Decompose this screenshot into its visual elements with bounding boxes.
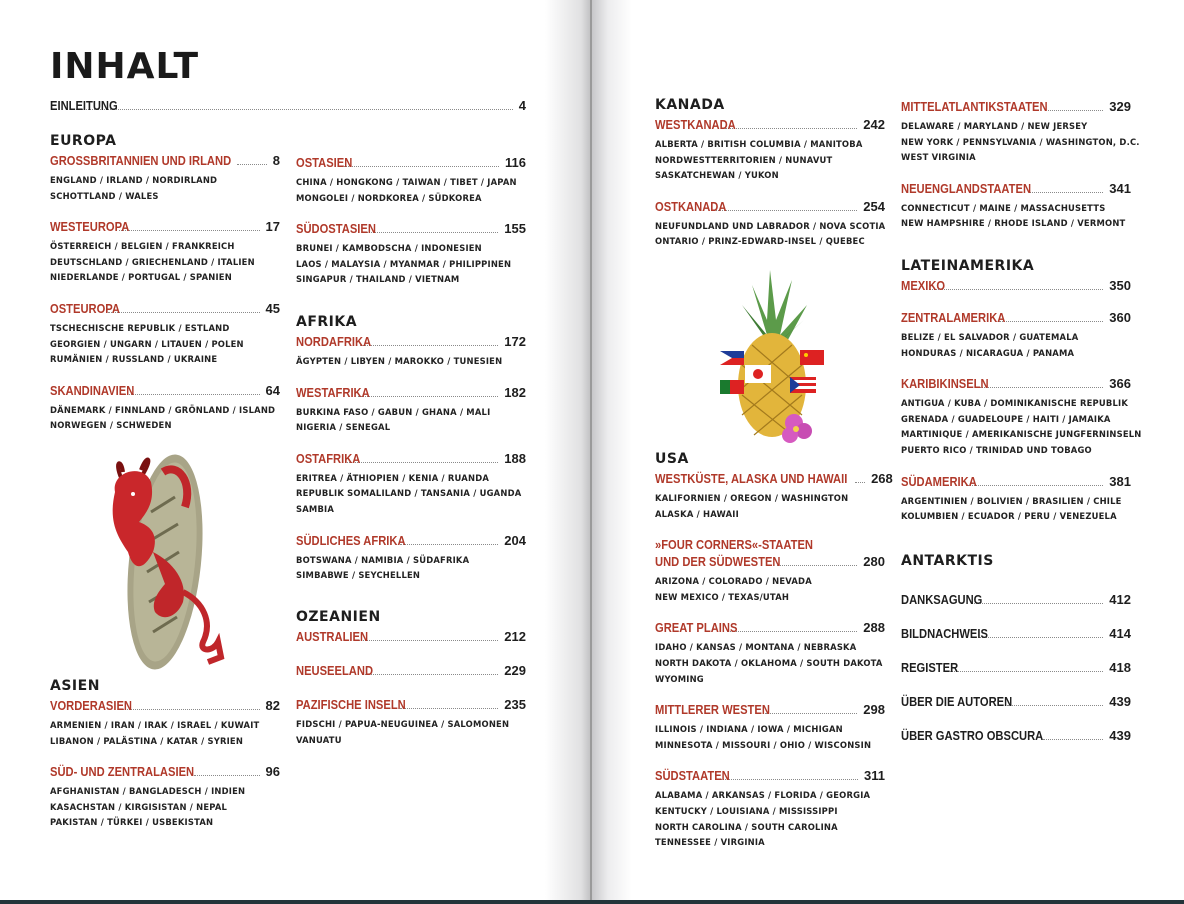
country-line: REPUBLIK SOMALILAND / TANSANIA / UGANDA [296, 488, 522, 499]
region-heading-lateinamerika: LATEINAMERIKA [901, 258, 1035, 274]
page-title: INHALT [50, 46, 200, 87]
entry-title: SÜDLICHES AFRIKA [296, 532, 406, 548]
country-line: CONNECTICUT / MAINE / MASSACHUSETTS [901, 202, 1106, 213]
toc-entry[interactable] [655, 536, 885, 605]
entry-head [50, 697, 280, 715]
region-heading-usa: USA [655, 451, 689, 467]
page-number: 4 [518, 98, 526, 113]
toc-entry[interactable] [50, 763, 280, 831]
country-list [901, 396, 1142, 458]
toc-entry[interactable] [50, 218, 280, 286]
region-heading-kanada: KANADA [655, 97, 725, 113]
toc-entry[interactable] [901, 659, 1131, 677]
dot-leader [358, 395, 498, 397]
page-number: 182 [504, 384, 526, 400]
toc-entry[interactable] [296, 696, 526, 748]
entry-title: EINLEITUNG [50, 98, 118, 113]
dot-leader [338, 165, 499, 167]
entry-head [50, 763, 280, 781]
country-line: KENTUCKY / LOUISIANA / MISSISSIPPI [655, 805, 838, 816]
country-line: SCHOTTLAND / WALES [50, 190, 159, 201]
toc-entry[interactable] [50, 300, 280, 368]
country-line: MARTINIQUE / AMERIKANISCHE JUNGFERNINSELN [901, 429, 1142, 440]
dot-leader [714, 209, 857, 211]
entry-head [901, 180, 1131, 198]
toc-entry[interactable] [655, 198, 885, 250]
page-number: 212 [504, 629, 526, 644]
country-line: WEST VIRGINIA [901, 152, 976, 163]
country-line: ARIZONA / COLORADO / NEVADA [655, 576, 812, 587]
toc-entry[interactable] [901, 473, 1131, 525]
entry-title: ZENTRALAMERIKA [901, 310, 1006, 325]
entry-title: MITTLERER WESTEN [655, 702, 770, 718]
dot-leader [122, 708, 260, 710]
country-line: NORTH CAROLINA / SOUTH CAROLINA [655, 821, 838, 832]
entry-title: GROSSBRITANNIEN UND IRLAND [50, 153, 232, 168]
entry-title: SÜDAMERIKA [901, 473, 977, 489]
country-line: ALABAMA / ARKANSAS / FLORIDA / GEORGIA [655, 790, 871, 801]
region-heading-antarktis: ANTARKTIS [901, 553, 994, 569]
country-line: DÄNEMARK / FINNLAND / GRÖNLAND / ISLAND [50, 404, 276, 415]
country-line: NEW YORK / PENNSYLVANIA / WASHINGTON, D.C. [901, 136, 1140, 147]
country-list [901, 119, 1140, 166]
entry-title: WESTAFRIKA [296, 384, 370, 400]
dot-leader [1043, 738, 1103, 740]
country-line: KOLUMBIEN / ECUADOR / PERU / VENEZUELA [901, 511, 1117, 522]
page-number: 235 [504, 697, 526, 712]
entry-head [901, 375, 1131, 393]
toc-entry[interactable] [50, 697, 280, 749]
entry-head [50, 300, 280, 318]
country-list [655, 722, 885, 753]
page-number: 204 [504, 532, 526, 548]
europa-entries [50, 152, 280, 434]
country-line: SAMBIA [296, 503, 335, 514]
dot-leader [360, 344, 499, 346]
gutter-shadow-left [545, 0, 590, 900]
usa-cont-entries [901, 98, 1140, 232]
country-line: DEUTSCHLAND / GRIECHENLAND / ITALIEN [50, 256, 255, 267]
entry-title: SÜDSTAATEN [655, 768, 730, 784]
pineapple-illustration [712, 265, 832, 445]
toc-entry[interactable] [296, 662, 526, 680]
left-column-2-afrika [296, 313, 526, 584]
entry-title-line-1: »FOUR CORNERS«-STAATEN [655, 537, 813, 553]
country-line: VANUATU [296, 734, 342, 745]
entry-title: SÜDOSTASIEN [296, 221, 376, 237]
entry-head [655, 767, 885, 785]
country-line: FIDSCHI / PAPUA-NEUGUINEA / SALOMONEN [296, 719, 510, 729]
entry-title: OSTKANADA [655, 198, 727, 214]
back-matter-entries [901, 591, 1131, 745]
entry-head [296, 154, 526, 172]
toc-entry[interactable] [655, 767, 885, 850]
toc-entry[interactable] [901, 591, 1131, 609]
country-line: IDAHO / KANSAS / MONTANA / NEBRASKA [655, 642, 857, 653]
country-list [901, 330, 1131, 361]
devil-icon [103, 452, 233, 672]
entry-title: AUSTRALIEN [296, 629, 369, 644]
toc-entry[interactable] [655, 116, 885, 184]
entry-title: PAZIFISCHE INSELN [296, 697, 406, 712]
country-line: ARMENIEN / IRAN / IRAK / ISRAEL / KUWAIT [50, 720, 260, 730]
entry-title: MITTELATLANTIKSTAATEN [901, 99, 1048, 114]
country-line: ILLINOIS / INDIANA / IOWA / MICHIGAN [655, 724, 843, 735]
right-column-2-antarktis [901, 552, 1131, 570]
entry-head [901, 277, 1131, 295]
country-list [655, 788, 885, 850]
country-list [296, 241, 526, 288]
dot-leader [400, 707, 498, 709]
country-line: CHINA / HONGKONG / TAIWAN / TIBET / JAPAN [296, 177, 517, 187]
dot-leader [400, 543, 499, 545]
country-line: ALBERTA / BRITISH COLUMBIA / MANITOBA [655, 139, 863, 149]
country-list [296, 354, 526, 370]
dot-leader [727, 630, 857, 632]
dot-leader [944, 670, 1103, 672]
country-line: ERITREA / ÄTHIOPIEN / KENIA / RUANDA [296, 472, 490, 483]
entry-head [901, 473, 1131, 491]
entry-head [655, 470, 893, 488]
country-list [296, 553, 526, 584]
region-heading-asien: ASIEN [50, 678, 100, 694]
left-column-1-asien [50, 677, 280, 831]
country-line: ÄGYPTEN / LIBYEN / MAROKKO / TUNESIEN [296, 356, 503, 366]
entry-title: MEXIKO [901, 278, 946, 293]
entry-head [655, 553, 885, 571]
country-line: ONTARIO / PRINZ-EDWARD-INSEL / QUEBEC [655, 236, 865, 247]
page-number: 188 [504, 450, 526, 466]
country-line: ANTIGUA / KUBA / DOMINIKANISCHE REPUBLIK [901, 398, 1129, 409]
country-list [901, 201, 1131, 232]
country-list [50, 403, 280, 434]
entry-head [296, 628, 526, 646]
dot-leader [108, 311, 260, 313]
right-column-1-usa [655, 450, 893, 851]
country-line: NIGERIA / SENEGAL [296, 422, 391, 433]
dot-leader [194, 774, 260, 776]
country-list [655, 640, 885, 687]
country-line: DELAWARE / MARYLAND / NEW JERSEY [901, 121, 1088, 131]
country-list [50, 321, 280, 368]
country-line: BELIZE / EL SALVADOR / GUATEMALA [901, 332, 1079, 342]
region-heading-afrika: AFRIKA [296, 314, 358, 330]
lateinamerika-entries [901, 277, 1142, 525]
entry-head [655, 701, 885, 719]
entry-head [655, 198, 885, 216]
country-list [50, 239, 280, 286]
entry-title: REGISTER [901, 660, 959, 675]
toc-entry[interactable] [50, 382, 280, 434]
dot-leader [777, 564, 857, 566]
entry-head [296, 662, 526, 680]
country-list [655, 491, 885, 522]
page-number: 366 [1109, 376, 1131, 392]
entry-title: WESTKÜSTE, ALASKA UND HAWAII [655, 471, 848, 486]
right-column-1 [655, 96, 885, 250]
dot-leader [725, 127, 857, 129]
country-list [50, 173, 280, 204]
country-line: SIMBABWE / SEYCHELLEN [296, 570, 421, 581]
page-number: 17 [265, 219, 280, 235]
toc-entry[interactable] [901, 309, 1131, 361]
usa-entries [655, 470, 893, 851]
country-line: LIBANON / PALÄSTINA / KATAR / SYRIEN [50, 735, 244, 746]
entry-title: NORDAFRIKA [296, 334, 372, 349]
country-line: NORDWESTTERRITORIEN / NUNAVUT [655, 154, 833, 165]
toc-entry[interactable] [296, 384, 526, 436]
entry-title: ÜBER DIE AUTOREN [901, 694, 1013, 709]
dot-leader [76, 108, 513, 110]
country-line: ENGLAND / IRLAND / NORDIRLAND [50, 175, 218, 185]
region-heading-europa: EUROPA [50, 133, 117, 149]
dot-leader [1007, 704, 1104, 706]
entry-title: GREAT PLAINS [655, 620, 738, 636]
page-number: 439 [1109, 728, 1131, 743]
page-number: 229 [504, 663, 526, 678]
kanada-entries [655, 116, 885, 250]
country-line: NEW MEXICO / TEXAS/UTAH [655, 591, 790, 602]
entry-title: WESTEUROPA [50, 219, 130, 235]
country-list [655, 219, 885, 250]
page-number: 381 [1109, 473, 1131, 489]
country-line: MONGOLEI / NORDKOREA / SÜDKOREA [296, 192, 482, 203]
entry-head [296, 333, 526, 351]
entry-title: VORDERASIEN [50, 698, 133, 713]
toc-entry[interactable] [296, 154, 526, 206]
entry-title: BILDNACHWEIS [901, 626, 988, 641]
page-number: 288 [863, 620, 885, 636]
country-line: GEORGIEN / UNGARN / LITAUEN / POLEN [50, 338, 244, 349]
page-number: 8 [272, 153, 280, 168]
gutter-shadow-right [592, 0, 632, 900]
dot-leader [1029, 191, 1104, 193]
page-number: 412 [1109, 592, 1131, 607]
dot-leader [1048, 109, 1103, 111]
page-number: 64 [265, 382, 280, 398]
country-line: PUERTO RICO / TRINIDAD UND TOBAGO [901, 444, 1092, 455]
entry-title: OSTEUROPA [50, 300, 120, 316]
country-line: HONDURAS / NICARAGUA / PANAMA [901, 347, 1075, 358]
entry-head [50, 382, 280, 400]
dot-leader [718, 778, 858, 780]
toc-entry[interactable] [901, 727, 1131, 745]
entry-title: DANKSAGUNG [901, 592, 983, 607]
left-column-2-ozeanien [296, 608, 526, 748]
country-line: AFGHANISTAN / BANGLADESCH / INDIEN [50, 786, 246, 797]
country-line: KASACHSTAN / KIRGISISTAN / NEPAL [50, 801, 228, 812]
entry-title: SÜD- UND ZENTRALASIEN [50, 764, 195, 780]
toc-entry[interactable] [901, 375, 1142, 458]
country-list [655, 574, 885, 605]
asien-entries [50, 697, 280, 831]
dot-leader [999, 320, 1104, 322]
country-list [296, 471, 526, 518]
dot-leader [972, 602, 1103, 604]
country-line: RUMÄNIEN / RUSSLAND / UKRAINE [50, 354, 218, 365]
country-line: NORTH DAKOTA / OKLAHOMA / SOUTH DAKOTA [655, 657, 883, 668]
toc-entry[interactable] [655, 470, 893, 522]
country-line: GRENADA / GUADELOUPE / HAITI / JAMAIKA [901, 413, 1111, 424]
page-number: 298 [863, 702, 885, 718]
entry-head [296, 532, 526, 550]
dot-leader [365, 231, 498, 233]
devil-baguette-illustration [103, 452, 233, 672]
page-number: 439 [1109, 694, 1131, 709]
toc-entry[interactable] [901, 98, 1140, 166]
country-line: NIEDERLANDE / PORTUGAL / SPANIEN [50, 272, 232, 283]
entry-title: NEUENGLANDSTAATEN [901, 180, 1032, 196]
dot-leader [979, 386, 1103, 388]
entry-title: KARIBIKINSELN [901, 376, 989, 392]
dot-leader [855, 481, 865, 483]
country-line: LAOS / MALAYSIA / MYANMAR / PHILIPPINEN [296, 258, 512, 269]
dot-leader [124, 393, 259, 395]
entry-head [296, 696, 526, 714]
country-list [50, 718, 280, 749]
toc-entry[interactable] [901, 693, 1131, 711]
dot-leader [237, 163, 267, 165]
page-number: 242 [863, 117, 885, 132]
country-line: ÖSTERREICH / BELGIEN / FRANKREICH [50, 241, 235, 252]
page-number: 341 [1109, 180, 1131, 196]
entry-title: ÜBER GASTRO OBSCURA [901, 728, 1044, 743]
entry-head [901, 309, 1131, 327]
page-number: 155 [504, 221, 526, 237]
page-number: 311 [864, 768, 885, 784]
country-line: TSCHECHISCHE REPUBLIK / ESTLAND [50, 322, 230, 333]
right-column-2 [901, 96, 1140, 232]
country-list [296, 717, 526, 748]
entry-title: OSTAFRIKA [296, 450, 361, 466]
country-line: NORWEGEN / SCHWEDEN [50, 420, 172, 431]
region-heading-ozeanien: OZEANIEN [296, 609, 381, 625]
country-line: KALIFORNIEN / OREGON / WASHINGTON [655, 493, 849, 503]
country-line: NEUFUNDLAND UND LABRADOR / NOVA SCOTIA [655, 220, 886, 231]
page-number: 329 [1109, 99, 1131, 114]
entry-head [901, 727, 1131, 745]
dot-leader [362, 673, 498, 675]
entry-title: OSTASIEN [296, 155, 353, 170]
page-number: 116 [505, 155, 526, 170]
entry-head [655, 116, 885, 134]
dot-leader [119, 229, 260, 231]
country-line: ARGENTINIEN / BOLIVIEN / BRASILIEN / CHILE [901, 495, 1122, 506]
country-line: BOTSWANA / NAMIBIA / SÜDAFRIKA [296, 554, 470, 565]
entry-head [296, 220, 526, 238]
back-matter [901, 589, 1131, 745]
page-number: 280 [863, 554, 885, 570]
entry-title: NEUSEELAND [296, 663, 374, 678]
asien-cont-entries [296, 154, 526, 288]
page-number: 268 [871, 471, 893, 486]
dot-leader [347, 461, 498, 463]
toc-entry[interactable] [296, 220, 526, 288]
toc-entry[interactable] [655, 619, 885, 687]
entry-head [50, 218, 280, 236]
dot-leader [966, 484, 1104, 486]
ozeanien-entries [296, 628, 526, 748]
toc-entry[interactable] [296, 333, 526, 370]
entry-head [901, 591, 1131, 609]
country-line: ALASKA / HAWAII [655, 508, 739, 519]
entry-head [50, 152, 280, 170]
page-number: 360 [1109, 310, 1131, 325]
country-list [296, 405, 526, 436]
country-list [50, 784, 280, 831]
toc-entry[interactable] [296, 628, 526, 646]
page-number: 254 [863, 198, 885, 214]
dot-leader [979, 636, 1104, 638]
country-line: WYOMING [655, 673, 704, 684]
toc-entry[interactable] [901, 180, 1131, 232]
page-number: 96 [265, 764, 280, 780]
entry-title: UND DER SÜDWESTEN [655, 554, 781, 570]
entry-head [296, 450, 526, 468]
entry-head [901, 693, 1131, 711]
toc-entry[interactable] [901, 277, 1131, 295]
country-line: SINGAPUR / THAILAND / VIETNAM [296, 274, 460, 285]
entry-head [901, 659, 1131, 677]
toc-entry[interactable] [296, 532, 526, 584]
dot-leader [765, 712, 857, 714]
entry-title: SKANDINAVIEN [50, 382, 135, 398]
left-column-2 [296, 152, 526, 288]
page-number: 82 [265, 698, 280, 713]
entry-title: WESTKANADA [655, 117, 736, 132]
country-line: PAKISTAN / TÜRKEI / USBEKISTAN [50, 817, 214, 828]
country-list [655, 137, 885, 184]
country-line: SASKATCHEWAN / YUKON [655, 170, 779, 181]
toc-entry[interactable] [901, 625, 1131, 643]
right-column-2-lateinamerika [901, 257, 1142, 525]
country-line: BRUNEI / KAMBODSCHA / INDONESIEN [296, 243, 482, 254]
entry-head [296, 384, 526, 402]
pineapple-icon [712, 265, 832, 445]
toc-entry[interactable] [655, 701, 885, 753]
page-number: 45 [265, 300, 280, 316]
toc-entry[interactable] [50, 152, 280, 204]
country-list [296, 175, 526, 206]
left-column-1 [50, 132, 280, 434]
entry-head [901, 625, 1131, 643]
dot-leader [929, 288, 1104, 290]
country-line: TENNESSEE / VIRGINIA [655, 837, 765, 848]
page-number: 172 [504, 334, 526, 349]
page-number: 350 [1109, 278, 1131, 293]
toc-entry[interactable] [296, 450, 526, 518]
page-number: 418 [1109, 660, 1131, 675]
country-list [901, 494, 1131, 525]
country-line: NEW HAMPSHIRE / RHODE ISLAND / VERMONT [901, 218, 1126, 229]
toc-entry-einleitung[interactable] [50, 97, 526, 115]
entry-head [901, 98, 1131, 116]
dot-leader [356, 639, 498, 641]
entry-head [655, 619, 885, 637]
country-line: BURKINA FASO / GABUN / GHANA / MALI [296, 406, 491, 417]
bottom-edge [0, 900, 1184, 904]
afrika-entries [296, 333, 526, 584]
page-number: 414 [1109, 626, 1131, 641]
country-line: MINNESOTA / MISSOURI / OHIO / WISCONSIN [655, 739, 872, 750]
